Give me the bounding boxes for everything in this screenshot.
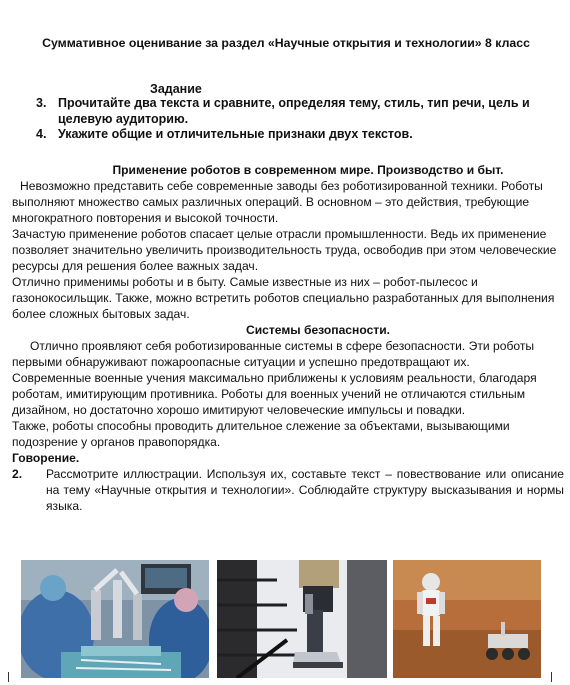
text1-heading: Применение роботов в современном мире. Производство и быт. — [112, 163, 504, 177]
text1-paragraph: Невозможно представить себе современные заводы без роботизированной техники. Роботы выполняют множество самых различных операций. В основном – это действия, требующие многократного повторения и высокой точности. — [12, 179, 543, 225]
speaking-number: 2. — [12, 467, 23, 481]
speaking-text: Рассмотрите иллюстрации. Используя их, составьте текст – повествование или описание на тему «Научные открытия и технологии». Соблюдайте структуру высказывания и нормы языка. — [46, 467, 564, 513]
surgical-robot-photo — [21, 560, 209, 678]
text2-paragraph: Также, роботы способны проводить длительное слежение за объектами, вызывающими подозрение у органов правопорядка. — [12, 419, 510, 449]
assignment-item — [36, 96, 556, 127]
assignment-number: 3. — [36, 96, 47, 110]
text2-paragraph: Отлично проявляют себя роботизированные системы в сфере безопасности. Эти роботы первыми обнаруживают пожароопасные ситуации и успешно предотвращают их. — [12, 339, 535, 369]
robotic-leg-prosthesis-photo — [217, 560, 387, 678]
astronaut-and-rover-photo — [393, 560, 541, 678]
assignment-list — [36, 96, 556, 143]
assignment-text: Прочитайте два текста и сравните, определяя тему, стиль, тип речи, цель и целевую аудиторию. — [58, 96, 530, 126]
assignment-text: Укажите общие и отличительные признаки двух текстов. — [58, 127, 413, 141]
assignment-number: 4. — [36, 127, 47, 141]
reading-texts — [12, 162, 564, 514]
speaking-heading: Говорение. — [12, 451, 80, 465]
page-title: Суммативное оценивание за раздел «Научные открытия и технологии» 8 класс — [42, 36, 530, 50]
margin-mark — [8, 672, 9, 682]
assignment-item — [36, 127, 556, 143]
text2-paragraph: Современные военные учения максимально приближены к условиям реальности, благодаря роботам, имитирующим противника. Роботы для военных учений не отличаются стильным дизайном, но достаточно хорошо имитируют человеческие импульсы и повадки. — [12, 371, 537, 417]
text2-heading: Системы безопасности. — [245, 323, 391, 337]
text1-paragraph: Отлично применимы роботы и в быту. Самые известные из них – робот-пылесос и газонокосильщик. Также, можно встретить роботов специально разработанных для выполнения более сложных бытовых задач. — [12, 275, 555, 321]
speaking-task — [12, 466, 564, 514]
illustrations — [21, 560, 541, 678]
margin-mark — [551, 672, 552, 682]
assignment-heading: Задание — [150, 82, 202, 96]
text1-paragraph: Зачастую применение роботов спасает целые отрасли промышленности. Ведь их применение позволяет значительно увеличить производительность труда, освободив при этом человеческие ресурсы для решения более важных задач. — [12, 227, 557, 273]
